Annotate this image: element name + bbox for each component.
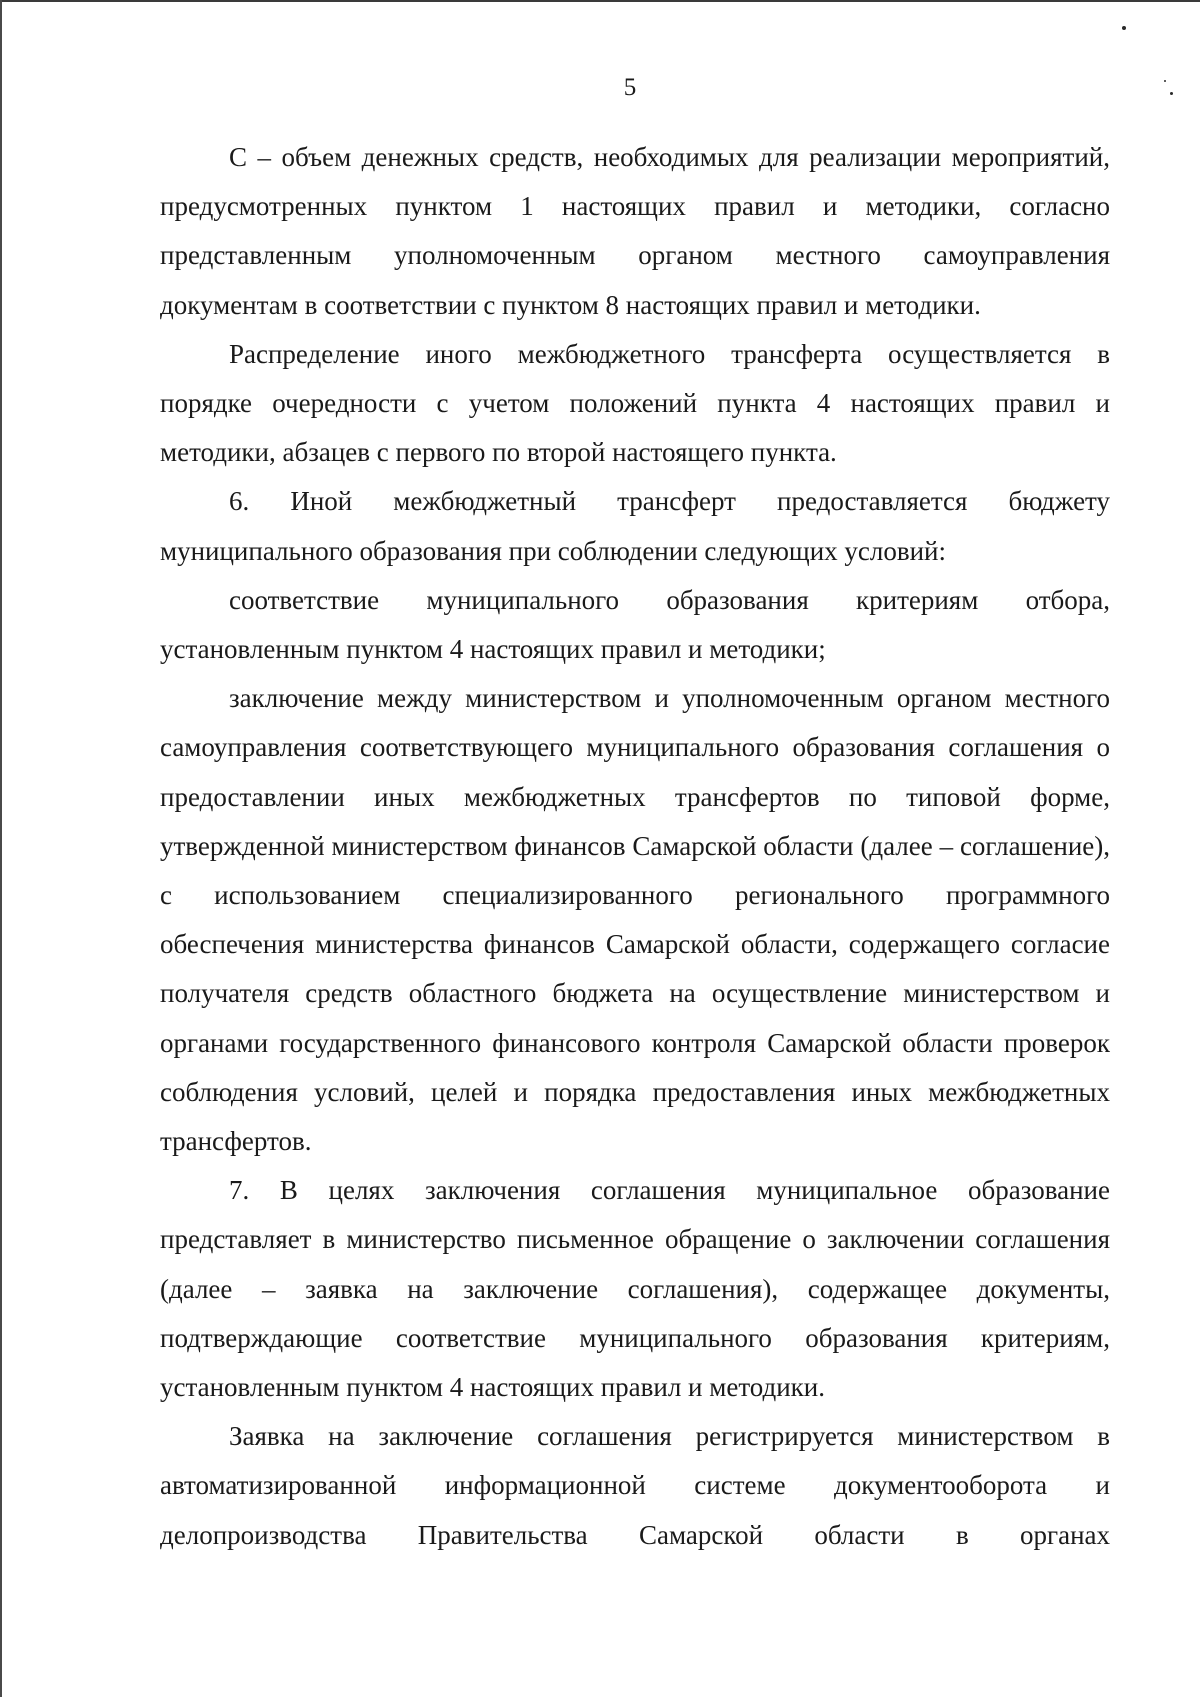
paragraph-formula-c: С – объем денежных средств, необходимых для реализации мероприятий, предусмотренных пунктом 1 настоящих правил и методики, согласно представленным уполномоченным органом местного самоуправления документам в соответствии с пунктом 8 настоящих правил и методики. [160, 142, 1110, 320]
paragraph-condition-agreement: заключение между министерством и уполномоченным органом местного самоуправления соответствующего муниципального образования соглашения о предоставлении иных межбюджетных трансфертов по типовой форме, утвержденной министерством финансов Самарской области (далее – соглашение), с использованием специализированного регионального программного обеспечения министерства финансов Самарской области, содержащего согласие получателя средств областного бюджета на осуществление министерством и органами государственного финансового контроля Самарской области проверок соблюдения условий, целей и порядка предоставления иных межбюджетных трансфертов. [160, 683, 1110, 1157]
paragraph-distribution-order: Распределение иного межбюджетного трансферта осуществляется в порядке очередности с учетом положений пункта 4 настоящих правил и методики, абзацев с первого по второй настоящего пункта. [160, 338, 1110, 468]
paragraph-clause-7: 7. В целях заключения соглашения муниципальное образование представляет в министерство письменное обращение о заключении соглашения (далее – заявка на заключение соглашения), содержащее документы, подтверждающие соответствие муниципального образования критериям, установленным пунктом 4 настоящих правил и методики. [160, 1175, 1110, 1403]
paragraph-application-registration: Заявка на заключение соглашения регистрируется министерством в автоматизированной информационной системе документооборота и делопроизводства Правительства Самарской области в органах [160, 1421, 1110, 1550]
scan-speck [1122, 26, 1126, 30]
scan-border-left [0, 0, 2, 1697]
scan-border-top [0, 0, 1200, 2]
paragraph-condition-criteria: соответствие муниципального образования критериям отбора, установленным пунктом 4 настоящих правил и методики; [160, 584, 1110, 665]
page-number: 5 [623, 74, 637, 101]
paragraph-clause-6: 6. Иной межбюджетный трансферт предоставляется бюджету муниципального образования при соблюдении следующих условий: [160, 486, 1110, 566]
scan-speck [1170, 92, 1173, 95]
scan-speck [1164, 80, 1166, 82]
document-body [160, 133, 1110, 1560]
